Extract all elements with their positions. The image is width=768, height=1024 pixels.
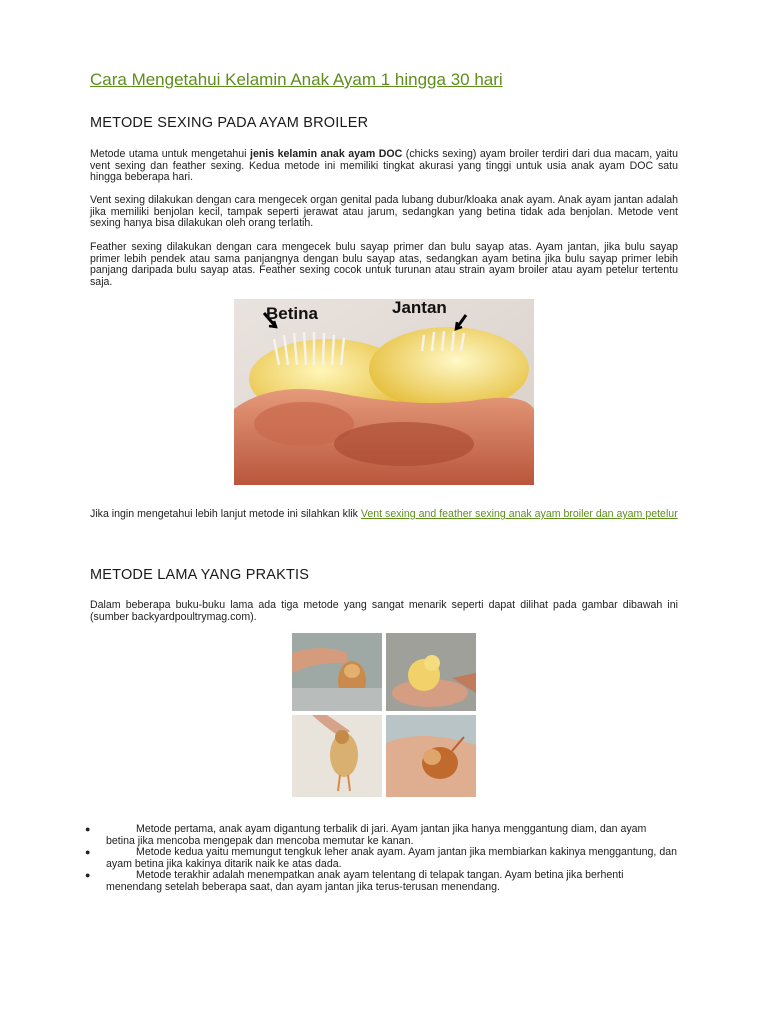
paragraph-intro-bold: jenis kelamin anak ayam DOC	[250, 148, 403, 160]
bullet-icon: ●	[85, 870, 91, 881]
old-methods-list	[85, 823, 678, 894]
photo-neck-hold	[292, 715, 382, 797]
list-item	[85, 869, 678, 893]
list-item	[85, 846, 678, 870]
photo-chick-on-hand	[386, 633, 476, 711]
page-title: Cara Mengetahui Kelamin Anak Ayam 1 hingga 30 hari	[90, 70, 503, 89]
paragraph-old-methods: Dalam beberapa buku-buku lama ada tiga metode yang sangat menarik seperti dapat dilihat pada gambar dibawah ini (sumber backyardpoultrymag.com).	[90, 599, 678, 623]
betina-label: Betina	[266, 304, 318, 323]
photo-hanging-chick	[292, 633, 382, 711]
paragraph-intro-pre: Metode utama untuk mengetahui	[90, 148, 250, 160]
list-item-text: Metode terakhir adalah menempatkan anak ayam telentang di telapak tangan. Ayam betina jika berhenti menendang setelah beberapa saat, dan ayam jantan jika terus-terusan menendang.	[106, 869, 624, 893]
paragraph-intro	[90, 149, 678, 184]
paragraph-more-info	[90, 509, 678, 521]
vent-feather-sexing-link[interactable]: Vent sexing and feather sexing anak ayam broiler dan ayam petelur	[360, 508, 678, 520]
photo-chick-on-back	[386, 715, 476, 797]
paragraph-more-info-pre: Jika ingin mengetahui lebih lanjut metode ini silahkan klik	[90, 508, 361, 520]
list-item-text: Metode pertama, anak ayam digantung terbalik di jari. Ayam jantan jika hanya menggantung diam, dan ayam betina jika mencoba mengepak dan mencoba memutar ke kanan.	[106, 823, 647, 847]
list-item	[85, 823, 678, 847]
paragraph-intro-post: (chicks sexing) ayam broiler terdiri dari dua macam, yaitu vent sexing dan feather sexing. Kedua metode ini memiliki tingkat akurasi yang tinggi untuk usia anak ayam DOC satu hingga beberapa hari.	[90, 148, 678, 184]
paragraph-vent-sexing: Vent sexing dilakukan dengan cara mengecek organ genital pada lubang dubur/kloaka anak ayam. Anak ayam jantan adalah jika memiliki benjolan kecil, tampak seperti jerawat atau jarum, sedangkan yang betina tidak ada benjolan. Metode vent sexing hanya bisa dilakukan oleh orang terlatih.	[90, 194, 678, 230]
bullet-icon: ●	[85, 824, 91, 834]
chick-methods-photo-grid	[292, 633, 476, 797]
wing-feather-photo	[234, 299, 534, 485]
bullet-icon: ●	[85, 847, 91, 858]
paragraph-feather-sexing: Feather sexing dilakukan dengan cara mengecek bulu sayap primer dan bulu sayap atas. Ayam jantan, jika bulu sayap primer lebih pendek atau sama panjangnya dengan bulu sayap atas, sedangkan ayam betina jika bulu sayap primer lebih panjang daripada bulu sayap atas. Feather sexing cocok untuk turunan atau strain ayam broiler atau ayam petelur tertentu saja.	[90, 241, 678, 288]
section-heading-old-method: METODE LAMA YANG PRAKTIS	[90, 567, 310, 583]
jantan-label: Jantan	[392, 299, 447, 317]
list-item-text: Metode kedua yaitu memungut tengkuk leher anak ayam. Ayam jantan jika membiarkan kakinya menggantung, dan ayam betina jika kakinya ditarik naik ke atas dada.	[106, 846, 677, 870]
section-heading-broiler: METODE SEXING PADA AYAM BROILER	[90, 115, 369, 131]
